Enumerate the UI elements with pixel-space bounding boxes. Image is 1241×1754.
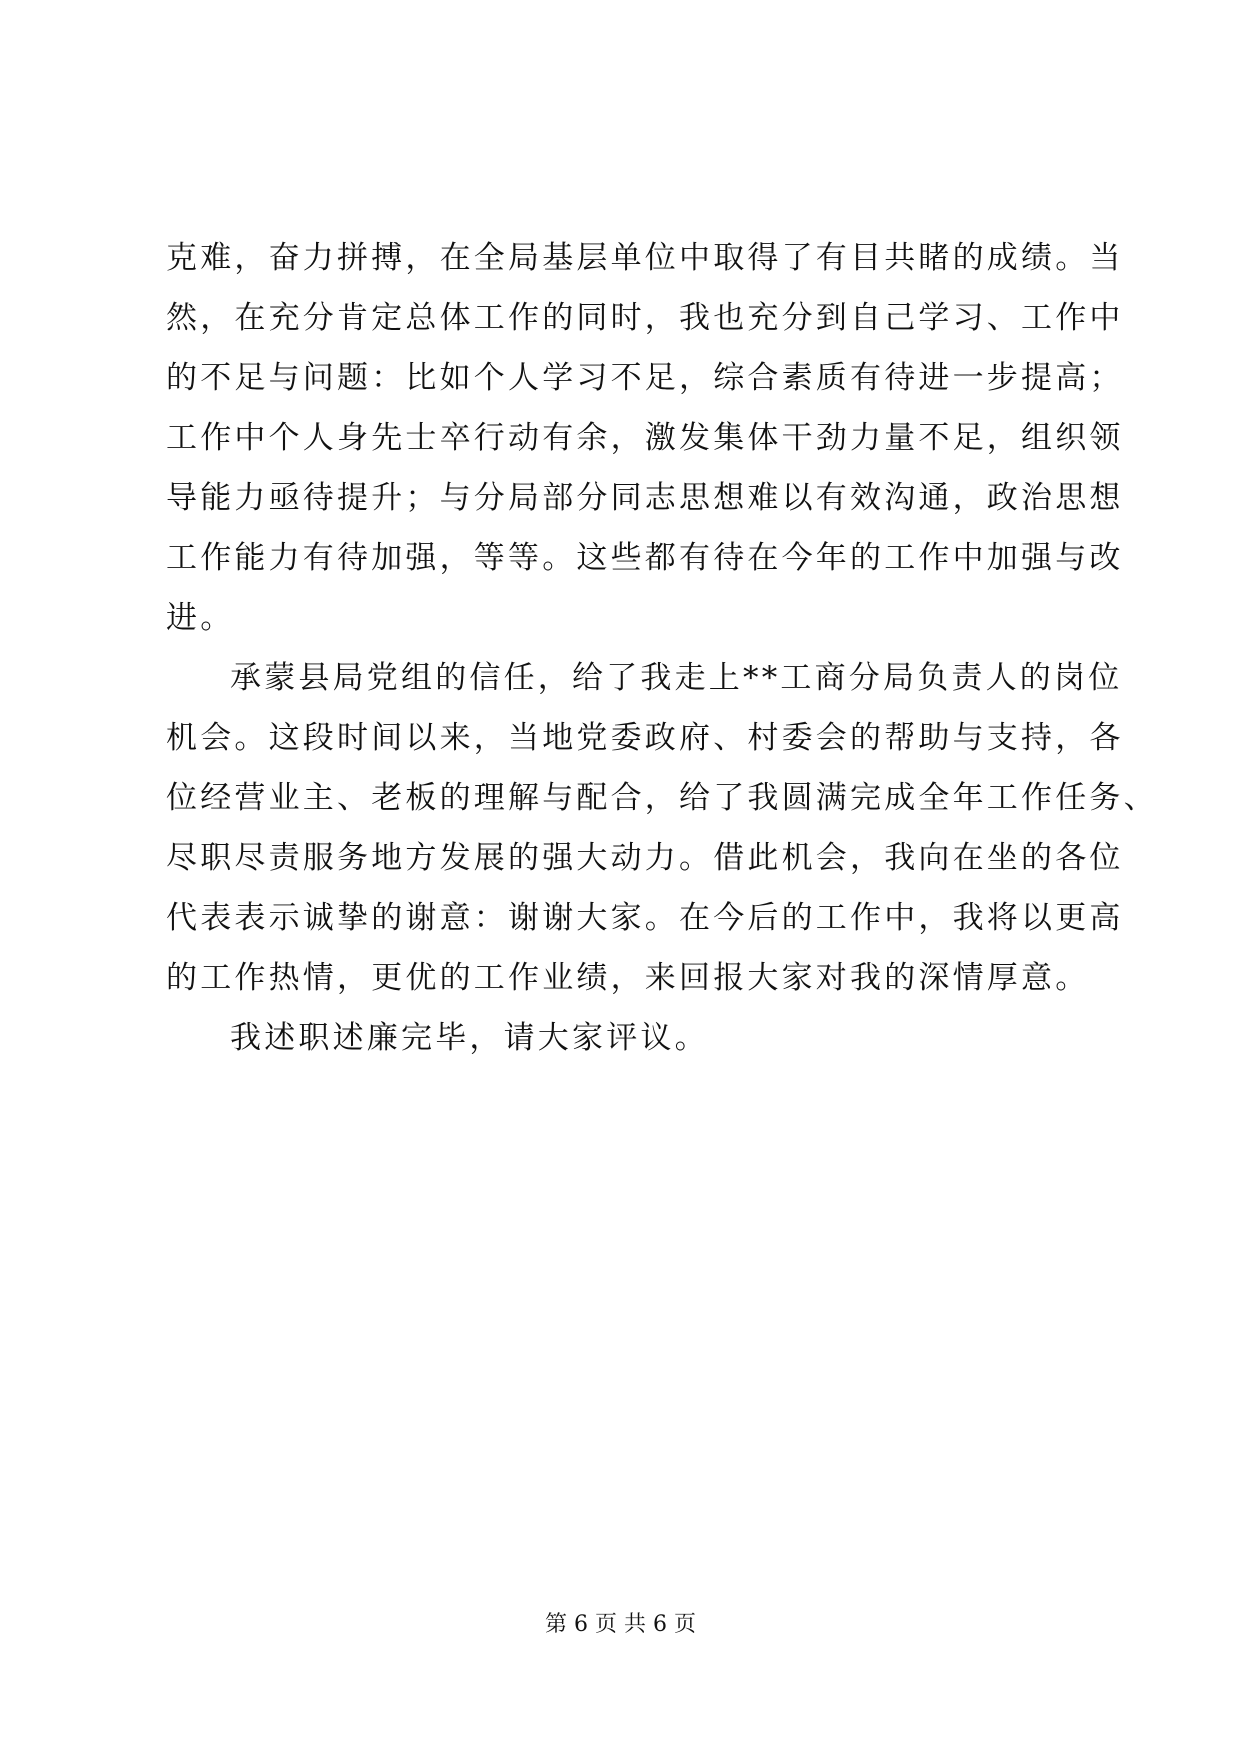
- text-line: 的不足与问题：比如个人学习不足，综合素质有待进一步提高；: [166, 360, 1124, 396]
- text-line: 导能力亟待提升；与分局部分同志思想难以有效沟通，政治思想: [166, 480, 1124, 516]
- text-line: 尽职尽责服务地方发展的强大动力。借此机会，我向在坐的各位: [166, 840, 1124, 876]
- text-line: 进。: [166, 600, 235, 636]
- text-line: 代表表示诚挚的谢意：谢谢大家。在今后的工作中，我将以更高: [166, 900, 1124, 936]
- document-body: [166, 228, 1158, 1068]
- text-line: 克难，奋力拼搏，在全局基层单位中取得了有目共睹的成绩。当: [166, 240, 1124, 276]
- text-line: 位经营业主、老板的理解与配合，给了我圆满完成全年工作任务、: [166, 780, 1158, 816]
- paragraph-start-line: 我述职述廉完毕，请大家评议。: [230, 1020, 709, 1056]
- paragraph-start-line: 承蒙县局党组的信任，给了我走上**工商分局负责人的岗位: [230, 660, 1123, 696]
- text-line: 工作中个人身先士卒行动有余，激发集体干劲力量不足，组织领: [166, 420, 1124, 456]
- text-line: 然，在充分肯定总体工作的同时，我也充分到自己学习、工作中: [166, 300, 1124, 336]
- text-line: 机会。这段时间以来，当地党委政府、村委会的帮助与支持，各: [166, 720, 1124, 756]
- page-number-footer: 第 6 页 共 6 页: [545, 1612, 696, 1637]
- text-line: 的工作热情，更优的工作业绩，来回报大家对我的深情厚意。: [166, 960, 1090, 996]
- text-line: 工作能力有待加强，等等。这些都有待在今年的工作中加强与改: [166, 540, 1124, 576]
